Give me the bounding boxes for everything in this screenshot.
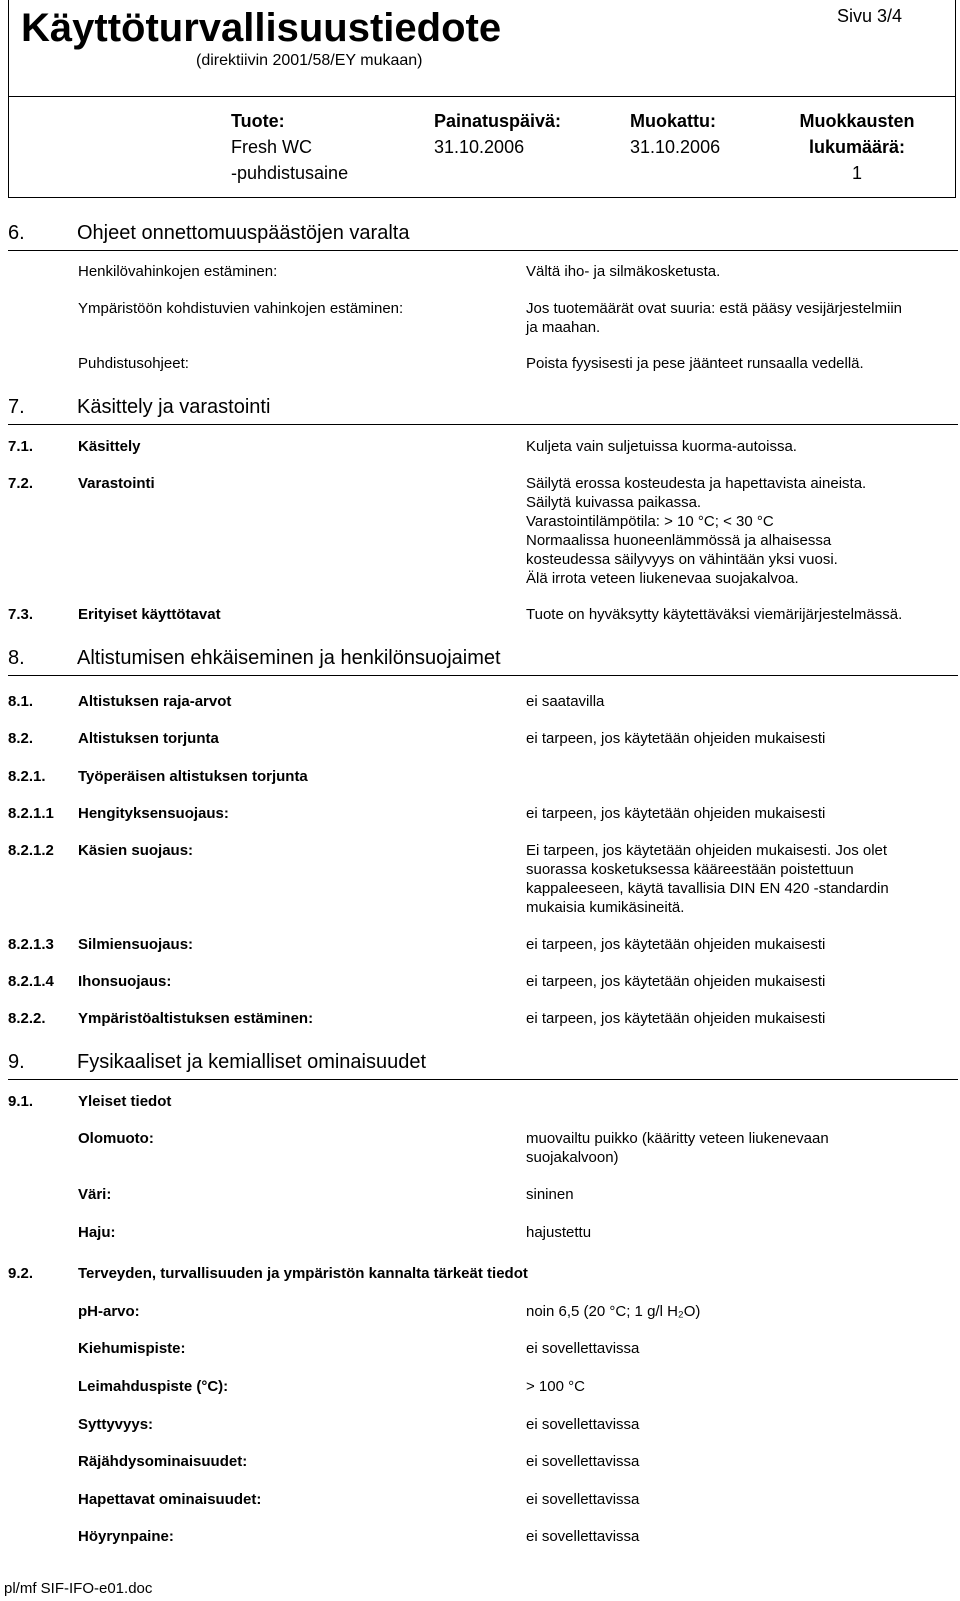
document-header	[8, 0, 956, 198]
item-value: ei tarpeen, jos käytetään ohjeiden mukaisesti	[526, 805, 826, 822]
item-label: Ympäristöön kohdistuvien vahinkojen estäminen:	[78, 300, 404, 317]
header-print-date-label: Painatuspäivä:	[434, 111, 562, 131]
item-label: Terveyden, turvallisuuden ja ympäristön kannalta tärkeät tiedot	[78, 1265, 528, 1282]
header-print-date	[434, 108, 561, 160]
section-title: Altistumisen ehkäiseminen ja henkilönsuojaimet	[77, 647, 501, 669]
item-value: ei tarpeen, jos käytetään ohjeiden mukaisesti	[526, 1010, 826, 1027]
item-label: Henkilövahinkojen estäminen:	[78, 263, 278, 280]
item-label: Hengityksensuojaus:	[78, 805, 229, 822]
section-number: 7.	[8, 396, 25, 418]
item-label: Ympäristöaltistuksen estäminen:	[78, 1010, 314, 1027]
section-heading	[8, 222, 409, 245]
item-number: 9.2.	[8, 1265, 34, 1282]
item-label: Silmiensuojaus:	[78, 936, 194, 953]
item-label: Erityiset käyttötavat	[78, 606, 221, 623]
item-value: Jos tuotemäärät ovat suuria: estä pääsy vesijärjestelmiin ja maahan.	[526, 300, 903, 336]
section-heading	[8, 647, 501, 670]
item-label: Varastointi	[78, 475, 155, 492]
item-label: Puhdistusohjeet:	[78, 355, 189, 372]
item-number: 8.2.1.	[8, 768, 46, 785]
item-label: Altistuksen raja-arvot	[78, 693, 232, 710]
item-number: 7.1.	[8, 438, 34, 455]
section-rule	[8, 1079, 958, 1080]
item-value: sininen	[526, 1186, 574, 1203]
item-value: ei tarpeen, jos käytetään ohjeiden mukaisesti	[526, 936, 826, 953]
item-label: Räjähdysominaisuudet:	[78, 1453, 248, 1470]
section-title: Käsittely ja varastointi	[77, 396, 271, 418]
item-label: Käsittely	[78, 438, 141, 455]
item-value: ei saatavilla	[526, 693, 605, 710]
header-modified	[630, 108, 720, 160]
section-rule	[8, 250, 958, 251]
item-label: Käsien suojaus:	[78, 842, 194, 859]
section-number: 6.	[8, 222, 25, 244]
item-number: 8.2.2.	[8, 1010, 46, 1027]
section-title: Fysikaaliset ja kemialliset ominaisuudet	[77, 1051, 427, 1073]
item-value: Tuote on hyväksytty käytettäväksi viemärijärjestelmässä.	[526, 606, 903, 623]
item-number: 7.3.	[8, 606, 34, 623]
item-label: Höyrynpaine:	[78, 1528, 174, 1545]
section-title: Ohjeet onnettomuuspäästöjen varalta	[77, 222, 410, 244]
item-number: 8.1.	[8, 693, 34, 710]
item-label: Altistuksen torjunta	[78, 730, 219, 747]
header-modified-label: Muokattu:	[630, 111, 716, 131]
item-number: 8.2.1.2	[8, 842, 54, 859]
item-label: Haju:	[78, 1224, 116, 1241]
item-value: Säilytä erossa kosteudesta ja hapettavista aineista. Säilytä kuivassa paikassa. Varastointilämpötila: > 10 °C; < 30 °C Normaalissa huoneenlämmössä ja alhaisessa kosteudessa säilyvyys on vähintään yksi vuosi. Älä irrota veteen liukenevaa suojakalvoa.	[526, 475, 867, 587]
header-revisions-label: Muokkausten lukumäärä:	[799, 111, 915, 157]
document-title: Käyttöturvallisuustiedote	[21, 6, 502, 50]
section-heading	[8, 396, 270, 419]
header-divider	[9, 96, 955, 97]
document-subtitle: (direktiivin 2001/58/EY mukaan)	[196, 52, 423, 69]
item-value: > 100 °C	[526, 1378, 585, 1395]
item-value: Kuljeta vain suljetuissa kuorma-autoissa.	[526, 438, 797, 455]
header-product-value: Fresh WC -puhdistusaine	[231, 137, 349, 183]
page-number: Sivu 3/4	[837, 6, 903, 26]
item-label: Yleiset tiedot	[78, 1093, 172, 1110]
item-label: Väri:	[78, 1186, 112, 1203]
item-value: ei sovellettavissa	[526, 1528, 640, 1545]
item-label: Työperäisen altistuksen torjunta	[78, 768, 308, 785]
item-value: muovailtu puikko (kääritty veteen liukenevaan suojakalvoon)	[526, 1130, 829, 1166]
footer-filename: pl/mf SIF-IFO-e01.doc	[4, 1580, 153, 1597]
item-number: 7.2.	[8, 475, 34, 492]
item-value: ei sovellettavissa	[526, 1491, 640, 1508]
item-value: ei tarpeen, jos käytetään ohjeiden mukaisesti	[526, 730, 826, 747]
item-value: Vältä iho- ja silmäkosketusta.	[526, 263, 721, 280]
section-number: 9.	[8, 1051, 25, 1073]
section-heading	[8, 1051, 426, 1074]
item-label: pH-arvo:	[78, 1303, 140, 1320]
header-revisions	[777, 108, 937, 186]
section-rule	[8, 424, 958, 425]
item-value: noin 6,5 (20 °C; 1 g/l H₂O)	[526, 1303, 701, 1320]
header-modified-value: 31.10.2006	[630, 137, 721, 157]
item-label: Ihonsuojaus:	[78, 973, 172, 990]
item-number: 8.2.1.4	[8, 973, 54, 990]
item-label: Leimahduspiste (°C):	[78, 1378, 229, 1395]
item-value: Ei tarpeen, jos käytetään ohjeiden mukaisesti. Jos olet suorassa kosketuksessa kääreestään poistettuun kappaleeseen, käytä tavallisia DIN EN 420 -standardin mukaisia kumikäsineitä.	[526, 842, 889, 916]
header-product-label: Tuote:	[231, 111, 285, 131]
item-value: ei sovellettavissa	[526, 1340, 640, 1357]
header-product	[231, 108, 348, 186]
header-print-date-value: 31.10.2006	[434, 137, 525, 157]
item-number: 8.2.	[8, 730, 34, 747]
item-number: 8.2.1.1	[8, 805, 54, 822]
item-number: 9.1.	[8, 1093, 34, 1110]
item-value: ei sovellettavissa	[526, 1453, 640, 1470]
section-rule	[8, 675, 958, 676]
item-value: Poista fyysisesti ja pese jäänteet runsaalla vedellä.	[526, 355, 864, 372]
item-label: Hapettavat ominaisuudet:	[78, 1491, 262, 1508]
section-number: 8.	[8, 647, 25, 669]
header-revisions-value: 1	[851, 163, 862, 183]
item-label: Syttyvyys:	[78, 1416, 154, 1433]
item-number: 8.2.1.3	[8, 936, 54, 953]
item-value: ei sovellettavissa	[526, 1416, 640, 1433]
item-value: ei tarpeen, jos käytetään ohjeiden mukaisesti	[526, 973, 826, 990]
item-label: Olomuoto:	[78, 1130, 154, 1147]
item-label: Kiehumispiste:	[78, 1340, 186, 1357]
item-value: hajustettu	[526, 1224, 592, 1241]
